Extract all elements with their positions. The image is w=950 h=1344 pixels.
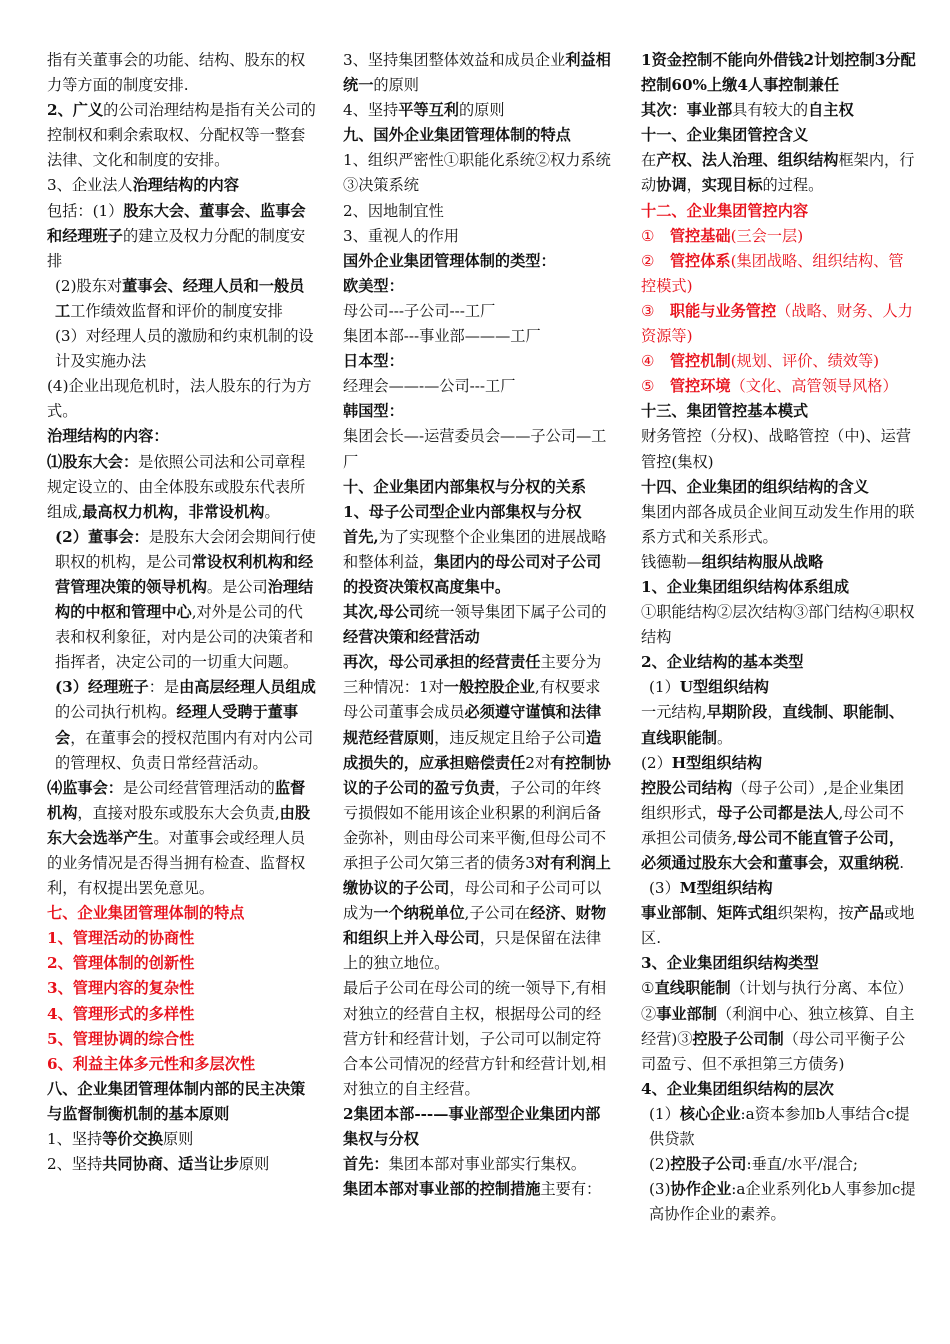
text-run: (规划、评价、绩效等) xyxy=(730,352,880,371)
text-run: 事业部制 xyxy=(656,1004,717,1023)
text-run: 欧美型： xyxy=(343,276,404,295)
text-run: (3）经理班子 xyxy=(55,678,149,697)
text-run: ①职能结构②层次结构③部门结构④职权结构 xyxy=(641,603,915,647)
text-run: 最后子公司在母公司的统一领导下,有相对独立的经营自主权，根据母公司的经营方针和经营计划，子公司可以制定符合本公司情况的经营方针和经营计划,相对独立的自主经营。 xyxy=(343,979,607,1098)
text-run: （母公司平衡子公司盈亏、但不承担第三方债务) xyxy=(641,1029,906,1073)
text-run: 平等互利 xyxy=(398,101,459,120)
text-run: 1、管理活动的协商性 xyxy=(47,929,195,948)
paragraph xyxy=(343,374,613,399)
paragraph xyxy=(641,199,916,224)
paragraph xyxy=(47,424,317,449)
text-run: 治理结构的中枢和管理中心 xyxy=(55,577,314,622)
paragraph xyxy=(47,675,317,775)
text-run: 工作绩效监督和评价的制度安排 xyxy=(70,301,283,320)
text-run: 钱德勒— xyxy=(641,552,702,571)
text-run: 由高层经理人员组成 xyxy=(179,678,316,697)
text-run: 4、企业集团组织结构的层次 xyxy=(641,1079,834,1098)
text-run: 首先： xyxy=(343,1155,389,1174)
text-run: 原则 xyxy=(238,1155,270,1174)
paragraph xyxy=(343,48,613,98)
text-run: 原则 xyxy=(162,1130,194,1149)
text-run: ⑴股东大会： xyxy=(47,452,139,471)
text-run: 控股子公司 xyxy=(670,1155,747,1174)
paragraph xyxy=(641,675,916,700)
text-run: 2对 xyxy=(525,753,551,772)
paragraph xyxy=(343,1102,613,1152)
text-run: 早期阶段 xyxy=(706,703,768,722)
text-run: 管控机制 xyxy=(669,352,731,371)
text-run: (2） xyxy=(641,753,672,772)
paragraph xyxy=(641,123,916,148)
text-run: 集团内部各成员企业间互动发生作用的联系方式和关系形式。 xyxy=(641,502,915,546)
paragraph xyxy=(641,249,916,299)
text-run: 的原则 xyxy=(373,76,419,95)
text-run: 的过程。 xyxy=(762,176,824,195)
paragraph xyxy=(47,951,317,976)
text-run: 集团会长—-运营委员会——子公司—工厂 xyxy=(343,427,607,471)
text-run: (3）对经理人员的激励和约束机制的设计及实施办法 xyxy=(55,327,314,371)
paragraph xyxy=(641,374,916,399)
paragraph xyxy=(343,98,613,123)
paragraph xyxy=(343,299,613,324)
text-run: 十二、企业集团管控内容 xyxy=(641,201,809,220)
paragraph xyxy=(641,1102,916,1152)
text-run: （利润中心、独立核算、自主经营)③ xyxy=(641,1004,915,1048)
paragraph xyxy=(47,274,317,324)
text-run: ，直接对股东或股东大会负责, xyxy=(77,803,280,822)
paragraph xyxy=(47,324,317,374)
text-run: ，违反规定且给子公司 xyxy=(434,728,586,747)
paragraph xyxy=(343,424,613,474)
text-run: U型组织结构 xyxy=(679,678,769,697)
text-run: ， xyxy=(767,703,783,722)
text-run: 一元结构, xyxy=(641,703,707,722)
text-run: 监督机构 xyxy=(47,778,306,822)
text-run: 指有关董事会的功能、结构、股东的权力等方面的制度安排. xyxy=(47,51,306,95)
paragraph xyxy=(343,976,613,1101)
text-run: 十、企业集团内部集权与分权的关系 xyxy=(343,477,586,496)
text-run: 有控制协议的子公司的盈亏负责 xyxy=(343,753,611,797)
text-run: ④ xyxy=(641,352,670,371)
text-run: 1、坚持 xyxy=(47,1130,103,1149)
text-run: ③ xyxy=(641,301,670,320)
paragraph xyxy=(641,650,916,675)
paragraph xyxy=(47,525,317,676)
text-run: (三会一层) xyxy=(730,226,804,245)
paragraph xyxy=(47,776,317,901)
text-run: (集团战略、组织结构、管控模式) xyxy=(641,251,904,295)
paragraph xyxy=(47,926,317,951)
text-run: (1） xyxy=(649,1104,680,1123)
text-run: ，只是保留在法律上的独立地位。 xyxy=(343,929,602,973)
text-run: 在 xyxy=(641,151,657,170)
text-run: （战略、财务、人力资源等) xyxy=(641,301,913,346)
text-run: 3、企业法人 xyxy=(47,176,133,195)
text-run: 3、管理内容的复杂性 xyxy=(47,979,195,998)
text-run: 股东大会、董事会、监事会和经理班子 xyxy=(47,201,306,245)
text-run: 事业部制、矩阵式组 xyxy=(641,904,778,923)
text-run: . xyxy=(899,854,905,872)
paragraph xyxy=(343,224,613,249)
text-run: (1） xyxy=(649,678,680,697)
text-run: :垂直/水平/混合; xyxy=(746,1155,859,1174)
text-run: 1、母子公司型企业内部集权与分权 xyxy=(343,502,582,521)
text-run: 产品 xyxy=(853,904,884,923)
paragraph xyxy=(47,1152,317,1177)
text-run: 七、企业集团管理体制的特点 xyxy=(47,904,245,923)
text-run: 框架内，行动 xyxy=(641,151,915,195)
text-run: 4、管理形式的多样性 xyxy=(47,1004,195,1023)
text-run: 4、坚持 xyxy=(343,101,399,120)
text-run: 自主权 xyxy=(808,101,854,120)
text-run: 造成损失的，应承担赔偿责任 xyxy=(343,728,602,772)
text-run: 3、坚持集团整体效益和成员企业 xyxy=(343,51,566,69)
paragraph xyxy=(641,776,916,876)
text-run: 的建立及权力分配的制度安排 xyxy=(47,226,306,270)
text-run: ，在董事会的授权范围内有对内公司的管理权、负责日常经营活动。 xyxy=(55,728,314,772)
paragraph xyxy=(641,98,916,123)
paragraph xyxy=(343,249,613,274)
text-run: (2)股东对 xyxy=(55,276,123,295)
paragraph xyxy=(343,525,613,600)
paragraph xyxy=(47,901,317,926)
column-left xyxy=(47,48,317,1177)
text-run: 国外企业集团管理体制的类型： xyxy=(343,251,556,270)
text-run: 为了实现整个企业集团的进展战略和整体利益， xyxy=(343,527,607,571)
paragraph xyxy=(343,1152,613,1177)
paragraph xyxy=(641,575,916,600)
text-run: 主要分为三种情况：1对 xyxy=(343,653,602,697)
text-run: （文化、高管领导风格） xyxy=(730,377,898,396)
paragraph xyxy=(47,1027,317,1052)
text-run: 职能与业务管控 xyxy=(669,301,777,320)
paragraph xyxy=(641,475,916,500)
text-run: 母公司不能直管子公司，必须通过股东大会和董事会，双重纳税 xyxy=(641,828,905,872)
paragraph xyxy=(47,1077,317,1127)
text-run: 十四、企业集团的组织结构的含义 xyxy=(641,477,869,496)
text-run: 再次，母公司承担的经营责任 xyxy=(343,653,541,672)
text-run: ① xyxy=(641,226,670,245)
paragraph xyxy=(47,976,317,1001)
text-run: 2、广义 xyxy=(47,101,104,120)
paragraph xyxy=(47,48,317,98)
text-run: ⑤ xyxy=(641,377,670,396)
text-run: 3、重视人的作用 xyxy=(343,226,459,245)
text-run: 日本型： xyxy=(343,352,404,371)
text-run: ，母公司和子公司可以成为 xyxy=(343,879,602,923)
text-run: 。 xyxy=(264,502,280,521)
text-run: 集团本部---事业部———工厂 xyxy=(343,327,541,346)
text-run: ：是 xyxy=(148,678,180,697)
text-run: 2、管理体制的创新性 xyxy=(47,954,195,973)
text-run: 织架构，按 xyxy=(777,904,854,923)
text-run: 协作企业 xyxy=(670,1180,732,1199)
text-run: :a企业系列化b人事参加c提高协作企业的素养。 xyxy=(649,1180,916,1224)
paragraph xyxy=(641,550,916,575)
text-run: ⑷监事会： xyxy=(47,778,123,797)
text-run: 治理结构的内容 xyxy=(132,176,239,195)
paragraph xyxy=(641,901,916,951)
text-run: H型组织结构 xyxy=(671,753,763,772)
text-run: 控股公司结构 xyxy=(641,778,733,797)
text-run: :a资本参加b人事结合c提供贷款 xyxy=(649,1104,910,1149)
text-run: ,有权要求母公司董事会成员 xyxy=(343,678,601,722)
text-run: 组织结构服从战略 xyxy=(701,552,824,571)
paragraph xyxy=(641,876,916,901)
text-run: 集团本部对事业部的控制措施 xyxy=(343,1180,541,1199)
text-run: 集团本部对事业部实行集权。 xyxy=(388,1155,586,1174)
text-run: 经理会——-—公司---工厂 xyxy=(343,377,516,396)
text-run: （母子公司）,是企业集团组织形式， xyxy=(641,778,905,822)
text-run: 财务管控（分权)、战略管控（中)、运营管控(集权) xyxy=(641,427,912,471)
paragraph xyxy=(343,349,613,374)
text-run: 管控环境 xyxy=(669,377,731,396)
text-run: ， xyxy=(686,176,702,195)
text-run: 管控体系 xyxy=(669,251,731,270)
text-run: 的公司治理结构是指有关公司的控制权和剩余索取权、分配权等一整套法律、文化和制度的安排。 xyxy=(47,101,316,170)
text-run: (3) xyxy=(649,1180,671,1199)
paragraph xyxy=(343,650,613,976)
paragraph xyxy=(343,399,613,424)
paragraph xyxy=(641,148,916,198)
paragraph xyxy=(47,199,317,274)
text-run: 的公司执行机构。 xyxy=(55,703,177,722)
text-run: 5、管理协调的综合性 xyxy=(47,1029,195,1048)
paragraph xyxy=(343,199,613,224)
paragraph xyxy=(641,1177,916,1227)
text-run: 经营决策和经营活动 xyxy=(343,628,480,647)
text-run: 十三、集团管控基本模式 xyxy=(641,402,809,421)
text-run: 主要有： xyxy=(540,1180,602,1199)
text-run: 等价交换 xyxy=(102,1130,163,1149)
text-run: 1、企业集团组织结构体系组成 xyxy=(641,577,850,596)
text-run: 2、企业结构的基本类型 xyxy=(641,653,804,672)
paragraph xyxy=(343,274,613,299)
text-run: 一个纳税单位 xyxy=(373,904,465,923)
text-run: 其次：事业部 xyxy=(641,101,733,120)
text-run: 九、国外企业集团管理体制的特点 xyxy=(343,126,571,145)
text-run: 6、利益主体多元性和多层次性 xyxy=(47,1054,256,1073)
text-run: 十一、企业集团管控含义 xyxy=(641,126,809,145)
text-run: 包括：(1） xyxy=(47,201,124,220)
text-run: 利益相统一 xyxy=(343,51,611,95)
text-run: ,对外是公司的代表和权利象征，对内是公司的决策者和指挥者，决定公司的一切重大问题。 xyxy=(55,603,314,672)
text-run: 董事会、经理人员和一般员工 xyxy=(55,276,305,320)
paragraph xyxy=(641,48,916,98)
text-run: 是股东大会闭会期间行使职权的机构，是公司 xyxy=(55,527,316,571)
text-run: 2集团本部---—事业部型企业集团内部集权与分权 xyxy=(343,1104,601,1149)
text-run: (2）董事会： xyxy=(55,527,149,546)
paragraph xyxy=(641,224,916,249)
paragraph xyxy=(47,374,317,424)
paragraph xyxy=(343,123,613,148)
text-run: 母子公司都是法人 xyxy=(716,803,839,822)
paragraph xyxy=(641,424,916,474)
paragraph xyxy=(641,600,916,650)
paragraph xyxy=(343,324,613,349)
paragraph xyxy=(47,1002,317,1027)
paragraph xyxy=(641,700,916,750)
text-run: 经理人受聘于董事会 xyxy=(55,703,298,747)
text-run: 首先, xyxy=(343,527,379,546)
text-run: 最高权力机构，非常设机构 xyxy=(82,502,265,521)
text-run: 八、企业集团管理体制内部的民主决策与监督制衡机制的基本原则 xyxy=(47,1079,306,1123)
text-run: 具有较大的 xyxy=(732,101,809,120)
paragraph xyxy=(343,600,613,650)
paragraph xyxy=(641,500,916,550)
paragraph xyxy=(47,1127,317,1152)
text-run: 是公司经营管理活动的 xyxy=(122,778,275,797)
text-run: 对有利润上缴协议的子公司 xyxy=(343,854,611,898)
paragraph xyxy=(641,951,916,976)
text-run: 1资金控制不能向外借钱2计划控制3分配控制60%上缴4人事控制兼任 xyxy=(641,51,916,95)
text-run: 由股东大会选举产生 xyxy=(47,803,311,847)
text-run: 集团内的母公司对子公司的投资决策权高度集中。 xyxy=(343,552,602,596)
text-run: 的原则 xyxy=(458,101,505,120)
text-run: 经济、财物和组织上并入母公司 xyxy=(343,904,607,948)
text-run: 常设权利机构和经营管理决策的领导机构 xyxy=(55,552,314,596)
paragraph xyxy=(641,299,916,349)
text-run: 2、坚持 xyxy=(47,1155,103,1174)
text-run: M型组织结构 xyxy=(679,879,773,898)
paragraph xyxy=(641,976,916,1076)
text-run: 控股子公司制 xyxy=(692,1029,784,1048)
paragraph xyxy=(641,399,916,424)
text-run: 核心企业 xyxy=(679,1104,741,1123)
paragraph xyxy=(47,1052,317,1077)
text-run: 产权、法人治理、组织结构 xyxy=(656,151,839,170)
paragraph xyxy=(47,450,317,525)
text-run: 。对董事会或经理人员的业务情况是否得当拥有检查、监督权利，有权提出罢免意见。 xyxy=(47,828,306,898)
text-run: 实现目标 xyxy=(701,176,763,195)
text-run: 直线职能制 xyxy=(654,979,731,998)
text-run: ② xyxy=(641,251,670,270)
paragraph xyxy=(641,1152,916,1177)
text-run: ,子公司在 xyxy=(464,904,531,923)
text-run: 。 xyxy=(716,728,733,747)
text-run: 3、企业集团组织结构类型 xyxy=(641,954,819,973)
text-run: ，子公司的年终亏损假如不能用该企业积累的利润后备金弥补，则由母公司来平衡,但母公司不承担子公司欠第三者的债务3 xyxy=(343,778,607,872)
text-run: 。是公司 xyxy=(206,577,268,596)
text-run: 一般控股企业 xyxy=(443,678,535,697)
text-run: (4)企业出现危机时，法人股东的行为方式。 xyxy=(47,377,312,421)
text-run: 协调 xyxy=(656,176,687,195)
text-run: 共同协商、适当让步 xyxy=(102,1155,239,1174)
paragraph xyxy=(641,1077,916,1102)
text-run: 统一领导集团下属子公司的 xyxy=(424,603,607,622)
text-run: 其次,母公司 xyxy=(343,603,425,622)
text-run: 韩国型： xyxy=(343,402,404,421)
paragraph xyxy=(343,500,613,525)
text-run: (2) xyxy=(649,1155,671,1174)
column-middle xyxy=(343,48,613,1202)
paragraph xyxy=(47,98,317,173)
text-run: 1、组织严密性①职能化系统②权力系统③决策系统 xyxy=(343,151,611,195)
paragraph xyxy=(343,1177,613,1202)
text-run: 母公司---子公司---工厂 xyxy=(343,301,496,320)
text-run: 管控基础 xyxy=(669,226,731,245)
text-run: ① xyxy=(641,979,655,998)
paragraph xyxy=(343,148,613,198)
paragraph xyxy=(641,751,916,776)
text-run: （计划与执行分离、本位）② xyxy=(641,979,913,1023)
text-run: ,母公司不承担公司债务, xyxy=(641,803,905,847)
text-run: 直线制、职能制、直线职能制 xyxy=(641,703,905,747)
paragraph xyxy=(47,173,317,198)
text-run: 治理结构的内容： xyxy=(47,427,169,446)
text-run: 必须遵守谨慎和法律规范经营原则 xyxy=(343,703,602,747)
paragraph xyxy=(343,475,613,500)
column-right xyxy=(641,48,916,1227)
text-run: (3） xyxy=(649,879,680,898)
text-run: 2、因地制宜性 xyxy=(343,201,444,220)
paragraph xyxy=(641,349,916,374)
text-run: 是依照公司法和公司章程规定设立的、由全体股东或股东代表所组成, xyxy=(47,452,306,521)
text-run: 或地区. xyxy=(641,904,915,948)
